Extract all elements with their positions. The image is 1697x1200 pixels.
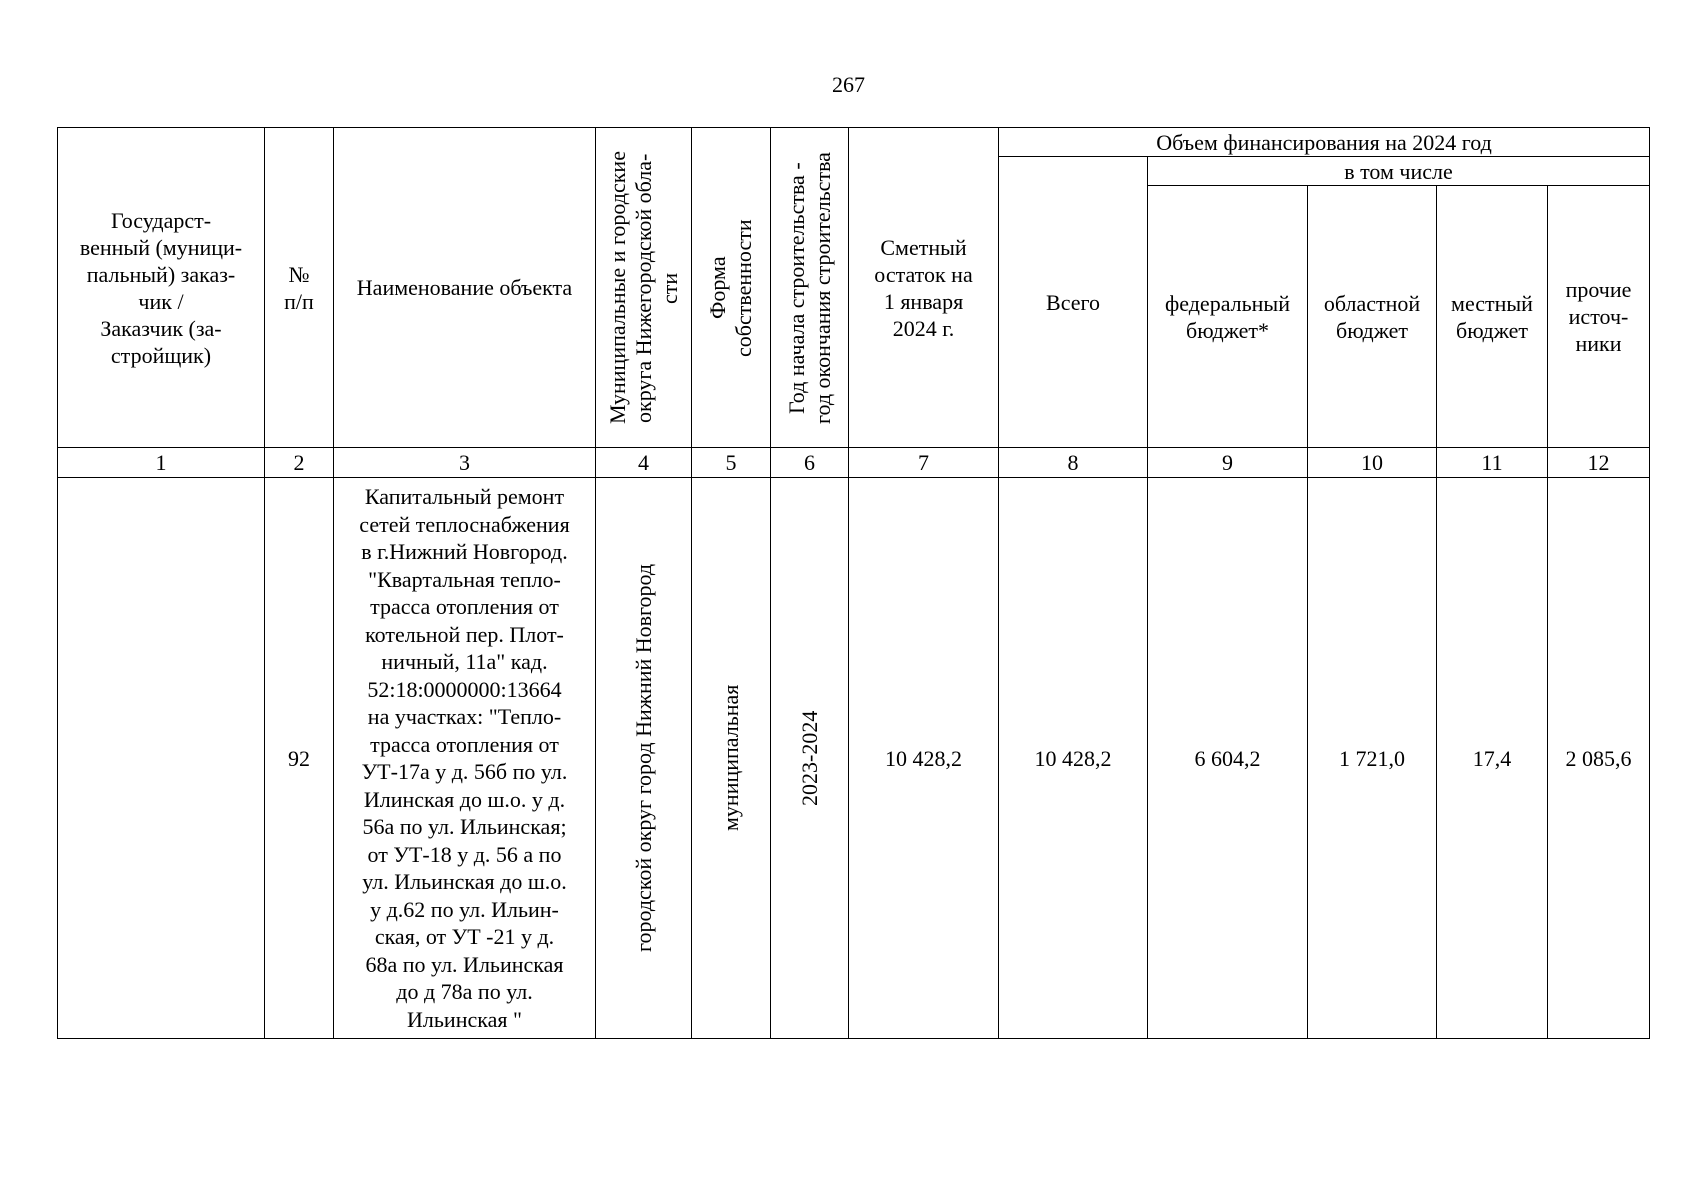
financing-table <box>57 127 1650 1039</box>
column-number: 3 <box>334 448 596 478</box>
header-other: прочие источ- ники <box>1548 186 1650 448</box>
header-total: Всего <box>999 157 1148 448</box>
header-including: в том числе <box>1148 157 1650 186</box>
cell-local: 17,4 <box>1437 478 1548 1039</box>
header-local: местный бюджет <box>1437 186 1548 448</box>
cell-object-name: Капитальный ремонт сетей теплоснабжения в г.Нижний Новгород. "Квартальная тепло- трасса отопления от котельной пер. Плот- ничный, 11а" кад. 52:18:0000000:13664 на участках: "Тепло- трасса отопления от УТ-17а у д. 56б по ул. Илинская до ш.о. у д. 56а по ул. Ильинская; от УТ-18 у д. 56 а по ул. Ильинская до ш.о. у д.62 по ул. Ильин- ская, от УТ -21 у д. 68а по ул. Ильинская до д 78а по ул. Ильинская " <box>334 478 596 1039</box>
cell-other: 2 085,6 <box>1548 478 1650 1039</box>
column-number: 7 <box>849 448 999 478</box>
header-object-name: Наименование объекта <box>334 128 596 448</box>
column-number: 2 <box>265 448 334 478</box>
header-ownership: Форма собственности <box>692 128 771 448</box>
cell-customer <box>58 478 265 1039</box>
column-number: 4 <box>596 448 692 478</box>
header-federal: федеральный бюджет* <box>1148 186 1308 448</box>
column-number: 9 <box>1148 448 1308 478</box>
column-number: 10 <box>1308 448 1437 478</box>
header-num: № п/п <box>265 128 334 448</box>
header-estimate: Сметный остаток на 1 января 2024 г. <box>849 128 999 448</box>
header-regional: областной бюджет <box>1308 186 1437 448</box>
header-years: Год начала строительства - год окончания строительства <box>771 128 849 448</box>
cell-ownership: муниципальная <box>692 478 771 1039</box>
column-number: 12 <box>1548 448 1650 478</box>
cell-years: 2023-2024 <box>771 478 849 1039</box>
header-funding-group: Объем финансирования на 2024 год <box>999 128 1650 157</box>
column-number: 5 <box>692 448 771 478</box>
cell-num: 92 <box>265 478 334 1039</box>
page-number: 267 <box>832 72 865 97</box>
header-municipality: Муниципальные и городские округа Нижегородской обла- сти <box>596 128 692 448</box>
column-number: 11 <box>1437 448 1548 478</box>
cell-regional: 1 721,0 <box>1308 478 1437 1039</box>
cell-municipality: городской округ город Нижний Новгород <box>596 478 692 1039</box>
cell-federal: 6 604,2 <box>1148 478 1308 1039</box>
cell-total: 10 428,2 <box>999 478 1148 1039</box>
column-number: 6 <box>771 448 849 478</box>
header-customer: Государст- венный (муници- пальный) заказ- чик / Заказчик (за- стройщик) <box>58 128 265 448</box>
column-number: 8 <box>999 448 1148 478</box>
table-row <box>58 478 1650 1039</box>
cell-estimate: 10 428,2 <box>849 478 999 1039</box>
column-number-row <box>58 448 1650 478</box>
column-number: 1 <box>58 448 265 478</box>
